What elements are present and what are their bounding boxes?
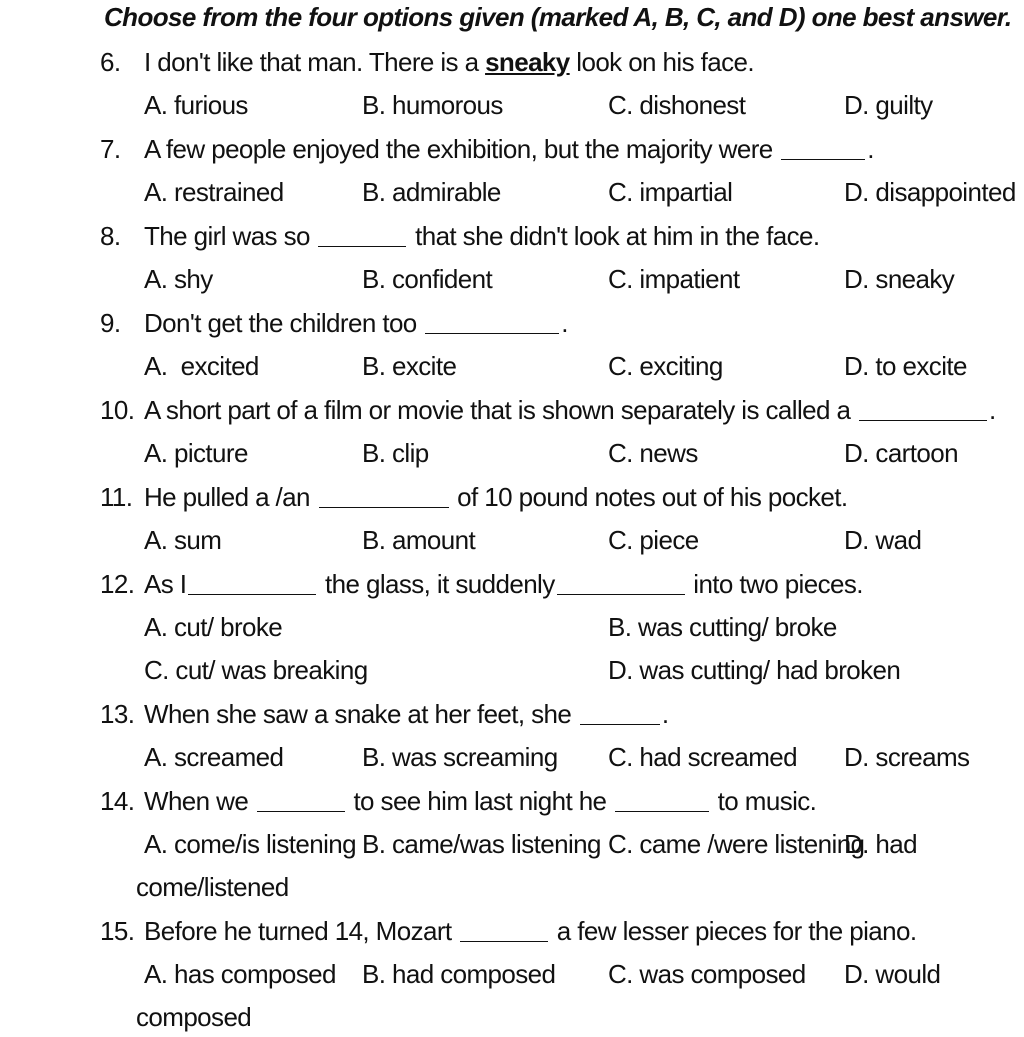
option-a[interactable]: A. shy bbox=[144, 264, 213, 294]
option-d[interactable]: D. sneaky bbox=[844, 264, 955, 294]
option-a[interactable]: A. cut/ broke bbox=[144, 612, 283, 642]
question-number: 8. bbox=[100, 221, 121, 251]
option-c[interactable]: C. news bbox=[608, 438, 698, 468]
option-c[interactable]: C. came /were listening bbox=[608, 829, 865, 859]
option-b[interactable]: B. confident bbox=[362, 264, 493, 294]
question-number: 13. bbox=[100, 699, 135, 729]
option-a[interactable]: A. restrained bbox=[144, 177, 284, 207]
option-b[interactable]: B. excite bbox=[362, 351, 457, 381]
option-c[interactable]: C. exciting bbox=[608, 351, 723, 381]
question-stem: Don't get the children too . bbox=[144, 308, 568, 338]
option-d[interactable]: D. had bbox=[844, 829, 918, 859]
option-c[interactable]: C. impatient bbox=[608, 264, 740, 294]
option-a[interactable]: A. sum bbox=[144, 525, 222, 555]
option-d[interactable]: D. wad bbox=[844, 525, 922, 555]
answer-blank[interactable] bbox=[557, 568, 685, 595]
answer-blank[interactable] bbox=[425, 307, 559, 334]
answer-blank[interactable] bbox=[188, 568, 316, 595]
instructions-heading: Choose from the four options given (marked A, B, C, and D) one best answer. bbox=[104, 2, 1012, 32]
question-number: 7. bbox=[100, 134, 121, 164]
question-number: 15. bbox=[100, 916, 135, 946]
answer-blank[interactable] bbox=[615, 785, 709, 812]
question-stem: A few people enjoyed the exhibition, but the majority were . bbox=[144, 134, 874, 164]
option-a[interactable]: A. come/is listening bbox=[144, 829, 356, 859]
option-d[interactable]: D. screams bbox=[844, 742, 970, 772]
answer-blank[interactable] bbox=[460, 915, 548, 942]
option-d[interactable]: D. guilty bbox=[844, 90, 933, 120]
answer-blank[interactable] bbox=[781, 133, 865, 160]
question-number: 9. bbox=[100, 308, 121, 338]
answer-blank[interactable] bbox=[580, 698, 660, 725]
question-stem: A short part of a film or movie that is shown separately is called a . bbox=[144, 395, 996, 425]
option-a[interactable]: A. furious bbox=[144, 90, 248, 120]
option-c[interactable]: C. was composed bbox=[608, 959, 806, 989]
answer-blank[interactable] bbox=[319, 481, 449, 508]
answer-blank[interactable] bbox=[859, 394, 987, 421]
option-b[interactable]: B. admirable bbox=[362, 177, 501, 207]
option-d-continued[interactable]: come/listened bbox=[136, 872, 289, 902]
option-c[interactable]: C. piece bbox=[608, 525, 699, 555]
keyword: sneaky bbox=[485, 47, 570, 77]
option-b[interactable]: B. came/was listening bbox=[362, 829, 601, 859]
answer-blank[interactable] bbox=[318, 220, 406, 247]
option-c[interactable]: C. had screamed bbox=[608, 742, 797, 772]
question-number: 10. bbox=[100, 395, 135, 425]
option-c[interactable]: C. dishonest bbox=[608, 90, 746, 120]
question-stem: As I the glass, it suddenly into two pieces. bbox=[144, 569, 863, 599]
question-number: 14. bbox=[100, 786, 135, 816]
question-number: 6. bbox=[100, 47, 121, 77]
option-a[interactable]: A. excited bbox=[144, 351, 259, 381]
question-number: 12. bbox=[100, 569, 135, 599]
option-b[interactable]: B. had composed bbox=[362, 959, 556, 989]
option-d[interactable]: D. to excite bbox=[844, 351, 967, 381]
option-b[interactable]: B. clip bbox=[362, 438, 429, 468]
option-d[interactable]: D. cartoon bbox=[844, 438, 958, 468]
option-d[interactable]: D. would bbox=[844, 959, 941, 989]
option-a[interactable]: A. picture bbox=[144, 438, 248, 468]
option-d[interactable]: D. was cutting/ had broken bbox=[608, 655, 901, 685]
option-c[interactable]: C. impartial bbox=[608, 177, 733, 207]
question-stem: Before he turned 14, Mozart a few lesser pieces for the piano. bbox=[144, 916, 917, 946]
option-b[interactable]: B. humorous bbox=[362, 90, 503, 120]
option-b[interactable]: B. amount bbox=[362, 525, 476, 555]
option-b[interactable]: B. was cutting/ broke bbox=[608, 612, 837, 642]
option-a[interactable]: A. has composed bbox=[144, 959, 336, 989]
question-stem: When she saw a snake at her feet, she . bbox=[144, 699, 669, 729]
option-a[interactable]: A. screamed bbox=[144, 742, 284, 772]
option-d[interactable]: D. disappointed bbox=[844, 177, 1016, 207]
question-stem: I don't like that man. There is a sneaky look on his face. bbox=[144, 47, 754, 77]
question-stem: The girl was so that she didn't look at him in the face. bbox=[144, 221, 820, 251]
option-d-continued[interactable]: composed bbox=[136, 1002, 252, 1032]
answer-blank[interactable] bbox=[257, 785, 345, 812]
option-b[interactable]: B. was screaming bbox=[362, 742, 558, 772]
question-number: 11. bbox=[100, 482, 133, 512]
question-stem: When we to see him last night he to music. bbox=[144, 786, 817, 816]
question-stem: He pulled a /an of 10 pound notes out of his pocket. bbox=[144, 482, 848, 512]
option-c[interactable]: C. cut/ was breaking bbox=[144, 655, 368, 685]
